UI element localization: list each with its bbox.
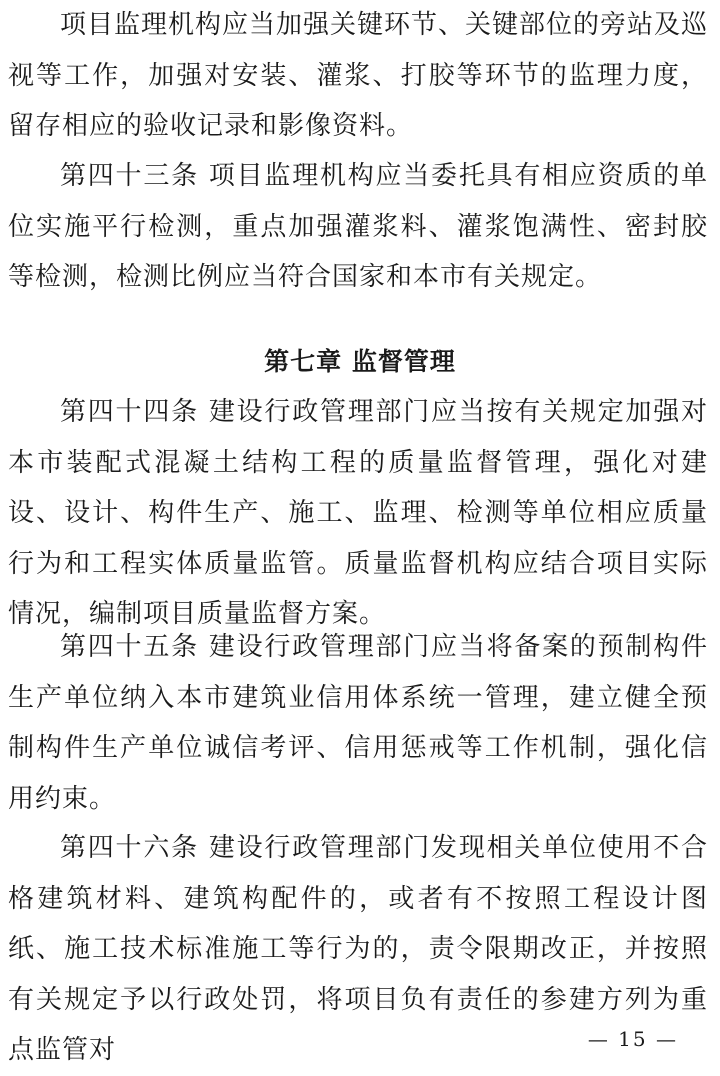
paragraph-article-44: 第四十四条 建设行政管理部门应当按有关规定加强对本市装配式混凝土结构工程的质量监督管理，强化对建设、设计、构件生产、施工、监理、检测等单位相应质量行为和工程实体质量监管。质量监督机构应结合项目实际情况，编制项目质量监督方案。 [8,397,708,629]
paragraph-supervision-inspection: 项目监理机构应当加强关键环节、关键部位的旁站及巡视等工作，加强对安装、灌浆、打胶等环节的监理力度，留存相应的验收记录和影像资料。 [8,10,709,141]
paragraph-article-43: 第四十三条 项目监理机构应当委托具有相应资质的单位实施平行检测，重点加强灌浆料、灌浆饱满性、密封胶等检测，检测比例应当符合国家和本市有关规定。 [8,161,708,292]
paragraph-article-45: 第四十五条 建设行政管理部门应当将备案的预制构件生产单位纳入本市建筑业信用体系统一管理，建立健全预制构件生产单位诚信考评、信用惩戒等工作机制，强化信用约束。 [8,632,708,814]
paragraph-article-46: 第四十六条 建设行政管理部门发现相关单位使用不合格建筑材料、建筑构配件的，或者有不按照工程设计图纸、施工技术标准施工等行为的，责令限期改正，并按照有关规定予以行政处罚，将项目负有责任的参建方列为重点监管对 [8,833,708,1065]
page-number: — 15 — [587,1027,678,1051]
chapter-heading: 第七章 监督管理 [264,347,456,376]
